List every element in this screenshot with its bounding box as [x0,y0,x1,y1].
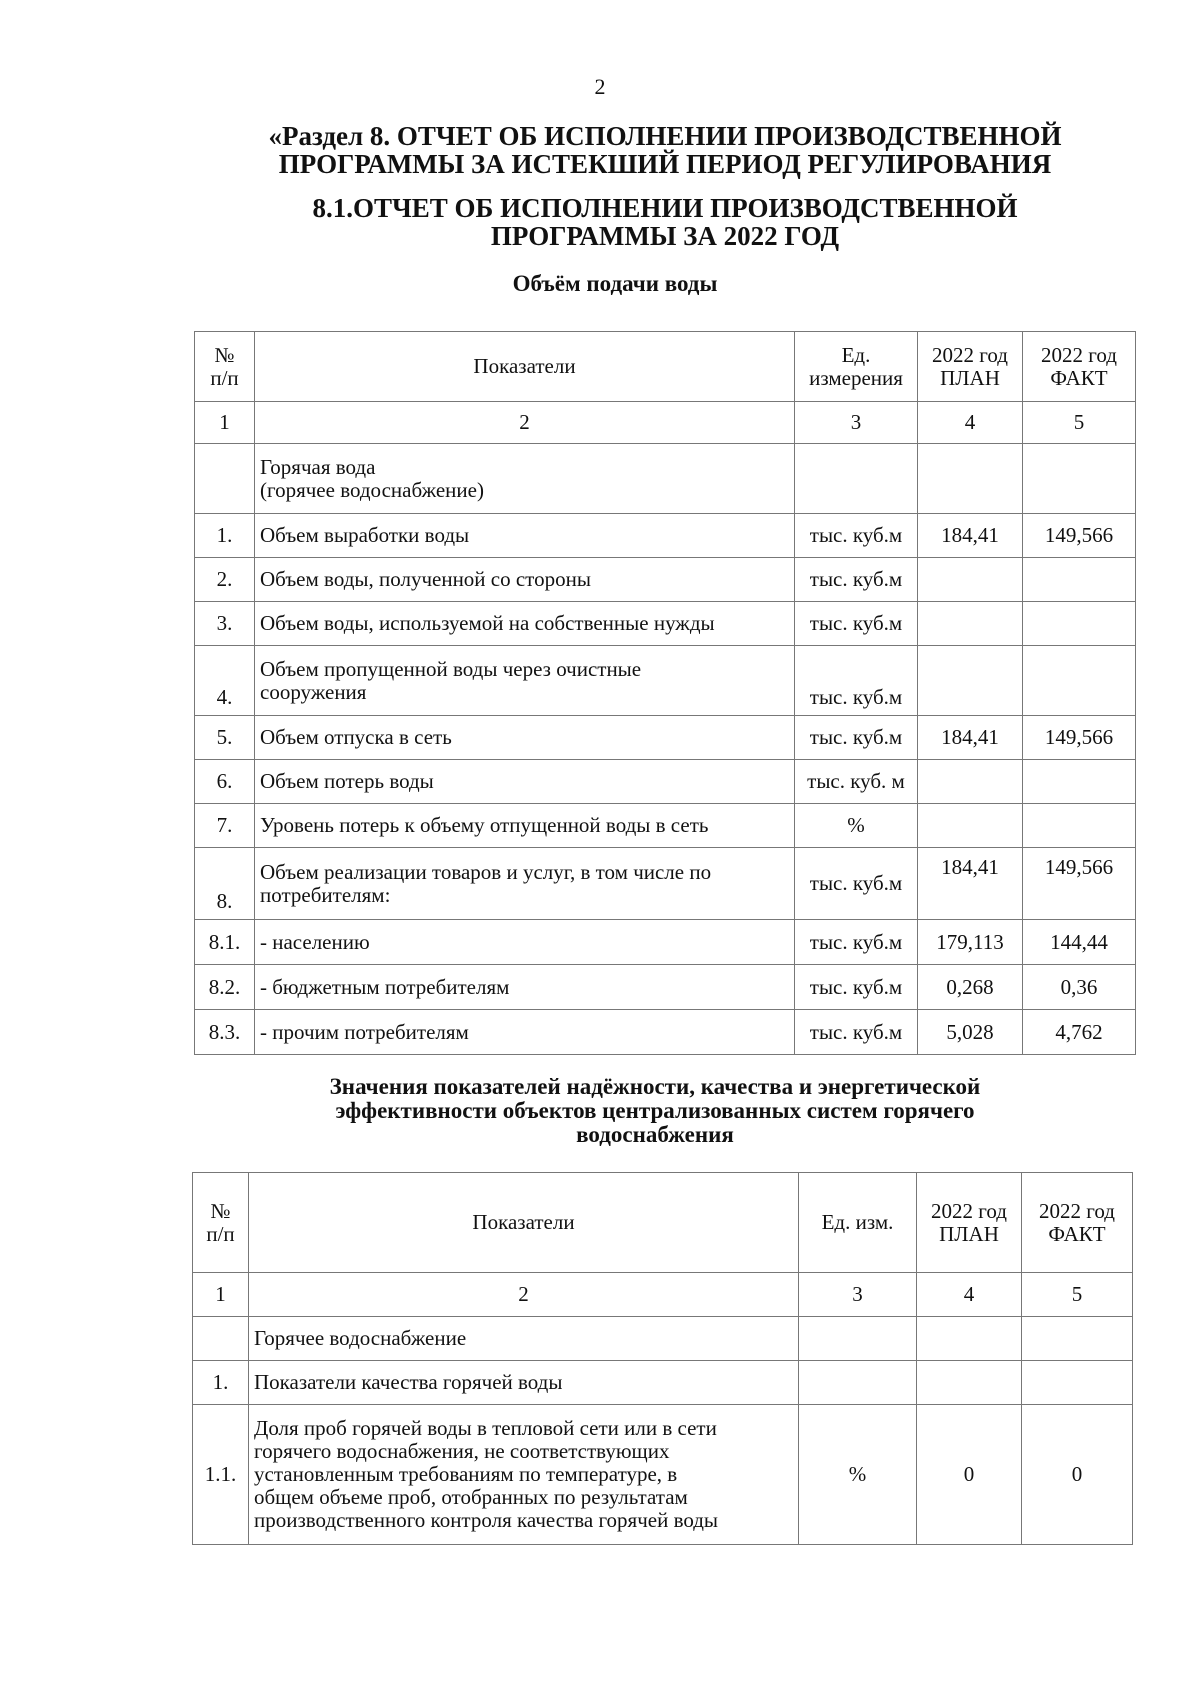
row-fact [1023,646,1136,716]
page-number: 2 [594,74,606,99]
row-unit: тыс. куб.м [795,1010,918,1055]
header-unit: Ед. измерения [795,332,918,402]
reliability-quality-table [192,1172,1133,1545]
table-row [195,760,1136,804]
header-fact: 2022 год ФАКТ [1022,1173,1133,1273]
row-name: Объем выработки воды [255,514,795,558]
row-no: 5. [195,716,255,760]
row-no: 8.3. [195,1010,255,1055]
row-fact [1023,602,1136,646]
table-row [195,716,1136,760]
row-plan: 5,028 [918,1010,1023,1055]
row-plan [918,602,1023,646]
subsection-title-line1: 8.1.ОТЧЕТ ОБ ИСПОЛНЕНИИ ПРОИЗВОДСТВЕННОЙ [312,193,1018,223]
header-no: № п/п [193,1173,249,1273]
row-name: Объем отпуска в сеть [255,716,795,760]
table2-title-line3: водоснабжения [576,1122,734,1147]
group-label: Горячая вода (горячее водоснабжение) [255,444,795,514]
header-fact: 2022 год ФАКТ [1023,332,1136,402]
row-fact: 149,566 [1023,514,1136,558]
table-row [195,1010,1136,1055]
row-unit: тыс. куб.м [795,514,918,558]
table-row [195,514,1136,558]
table-header-row [195,332,1136,402]
row-no: 8.2. [195,965,255,1010]
row-unit: % [799,1405,917,1545]
row-plan [918,558,1023,602]
column-number-row [193,1273,1133,1317]
colnum-3: 3 [795,402,918,444]
column-number-row [195,402,1136,444]
row-unit: тыс. куб.м [795,848,918,920]
colnum-3: 3 [799,1273,917,1317]
row-unit: тыс. куб.м [795,920,918,965]
table-row [193,1361,1133,1405]
row-fact: 149,566 [1023,848,1136,920]
colnum-2: 2 [249,1273,799,1317]
section-title-line1: «Раздел 8. ОТЧЕТ ОБ ИСПОЛНЕНИИ ПРОИЗВОДСТВЕННОЙ [268,121,1062,151]
header-indicators: Показатели [255,332,795,402]
row-fact: 0,36 [1023,965,1136,1010]
row-name: Объем воды, полученной со стороны [255,558,795,602]
table-row [195,848,1136,920]
row-fact: 4,762 [1023,1010,1136,1055]
header-plan: 2022 год ПЛАН [917,1173,1022,1273]
row-name: Объем воды, используемой на собственные нужды [255,602,795,646]
row-no: 6. [195,760,255,804]
row-name: Объем пропущенной воды через очистные сооружения [255,646,795,716]
row-unit: % [795,804,918,848]
table1-title: Объём подачи воды [512,271,718,296]
row-unit: тыс. куб.м [795,716,918,760]
row-no: 8.1. [195,920,255,965]
header-unit: Ед. изм. [799,1173,917,1273]
table2-title-line1: Значения показателей надёжности, качества и энергетической [329,1074,981,1099]
header-plan: 2022 год ПЛАН [918,332,1023,402]
colnum-5: 5 [1023,402,1136,444]
header-no: № п/п [195,332,255,402]
row-no: 2. [195,558,255,602]
row-no: 1.1. [193,1405,249,1545]
colnum-5: 5 [1022,1273,1133,1317]
row-name: - бюджетным потребителям [255,965,795,1010]
table2-title [210,1075,1100,1147]
row-fact: 144,44 [1023,920,1136,965]
table2-title-line2: эффективности объектов централизованных систем горячего [335,1098,975,1123]
row-unit: тыс. куб. м [795,760,918,804]
group-row [195,444,1136,514]
table-row [195,558,1136,602]
table-row [195,646,1136,716]
table-row [193,1405,1133,1545]
colnum-1: 1 [193,1273,249,1317]
row-plan: 184,41 [918,848,1023,920]
table-row [195,804,1136,848]
row-name: Показатели качества горячей воды [249,1361,799,1405]
row-fact [1023,558,1136,602]
row-fact [1023,760,1136,804]
row-no: 4. [195,646,255,716]
table-header-row [193,1173,1133,1273]
table-row [195,602,1136,646]
row-name: Объем потерь воды [255,760,795,804]
water-supply-table [194,331,1136,1055]
section-title [230,122,1100,178]
row-unit: тыс. куб.м [795,558,918,602]
colnum-4: 4 [918,402,1023,444]
row-plan: 0 [917,1405,1022,1545]
row-name: Уровень потерь к объему отпущенной воды в сеть [255,804,795,848]
row-unit: тыс. куб.м [795,965,918,1010]
group-row [193,1317,1133,1361]
row-plan: 184,41 [918,514,1023,558]
group-label: Горячее водоснабжение [249,1317,799,1361]
header-indicators: Показатели [249,1173,799,1273]
row-name: - прочим потребителям [255,1010,795,1055]
table-row [195,965,1136,1010]
row-plan [918,646,1023,716]
table-row [195,920,1136,965]
row-unit: тыс. куб.м [795,602,918,646]
colnum-2: 2 [255,402,795,444]
row-no: 7. [195,804,255,848]
colnum-1: 1 [195,402,255,444]
section-title-line2: ПРОГРАММЫ ЗА ИСТЕКШИЙ ПЕРИОД РЕГУЛИРОВАНИЯ [278,149,1052,179]
row-plan: 184,41 [918,716,1023,760]
row-no: 1. [193,1361,249,1405]
row-plan [918,760,1023,804]
colnum-4: 4 [917,1273,1022,1317]
row-plan: 0,268 [918,965,1023,1010]
subsection-title [230,194,1100,250]
row-plan [918,804,1023,848]
row-fact [1023,804,1136,848]
row-fact: 0 [1022,1405,1133,1545]
row-no: 8. [195,848,255,920]
row-plan: 179,113 [918,920,1023,965]
row-name: - населению [255,920,795,965]
row-no: 1. [195,514,255,558]
row-name: Объем реализации товаров и услуг, в том числе по потребителям: [255,848,795,920]
row-fact: 149,566 [1023,716,1136,760]
subsection-title-line2: ПРОГРАММЫ ЗА 2022 ГОД [490,221,840,251]
row-unit: тыс. куб.м [795,646,918,716]
row-no: 3. [195,602,255,646]
row-name: Доля проб горячей воды в тепловой сети или в сети горячего водоснабжения, не соответствующих установленным требованиям по температуре, в общем объеме проб, отобранных по результатам производственного контроля качества горячей воды [249,1405,799,1545]
